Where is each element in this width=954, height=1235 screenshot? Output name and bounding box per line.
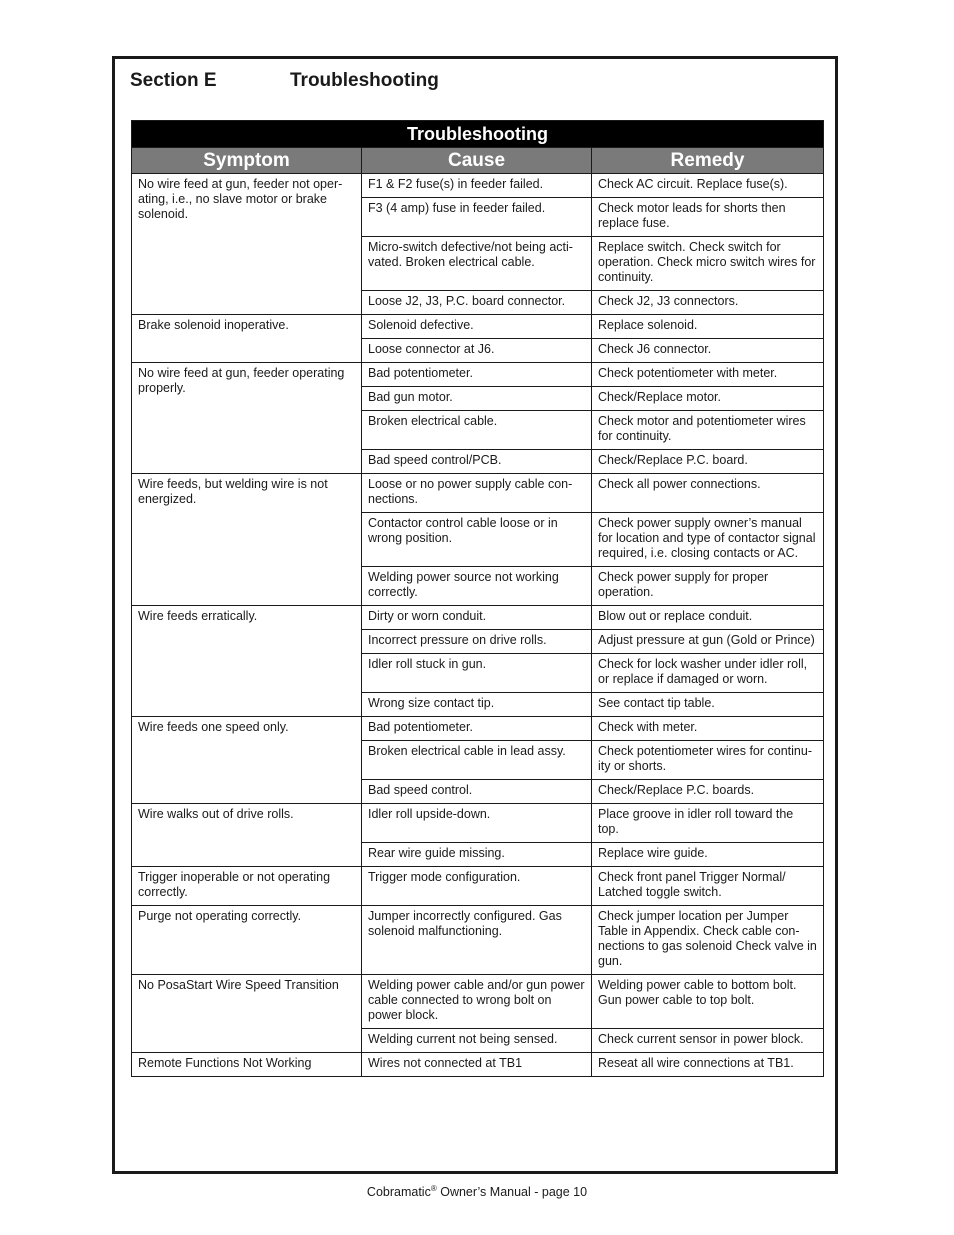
cause-cell: Dirty or worn conduit. (362, 606, 592, 630)
remedy-cell: Check/Replace P.C. boards. (592, 780, 824, 804)
remedy-cell: Place groove in idler roll toward the top. (592, 804, 824, 843)
remedy-cell: Check jumper location per Jumper Table in Appendix. Check cable con-nections to gas solenoid Check valve in gun. (592, 906, 824, 975)
symptom-cell: Wire feeds erratically. (132, 606, 362, 717)
cause-cell: F1 & F2 fuse(s) in feeder failed. (362, 174, 592, 198)
cause-cell: F3 (4 amp) fuse in feeder failed. (362, 198, 592, 237)
cause-cell: Welding current not being sensed. (362, 1029, 592, 1053)
table-row (132, 174, 824, 198)
cause-cell: Trigger mode configuration. (362, 867, 592, 906)
cause-cell: Bad potentiometer. (362, 717, 592, 741)
remedy-cell: Blow out or replace conduit. (592, 606, 824, 630)
symptom-cell: No wire feed at gun, feeder operating properly. (132, 363, 362, 474)
cause-cell: Bad speed control/PCB. (362, 450, 592, 474)
table-body (132, 174, 824, 1077)
cause-cell: Wires not connected at TB1 (362, 1053, 592, 1077)
remedy-cell: Check power supply owner’s manual for location and type of contactor signal required, i.e. closing contacts or AC. (592, 513, 824, 567)
cause-cell: Micro-switch defective/not being acti-vated. Broken electrical cable. (362, 237, 592, 291)
remedy-cell: Check with meter. (592, 717, 824, 741)
header-remedy: Remedy (592, 148, 824, 174)
table-row (132, 363, 824, 387)
table-row (132, 717, 824, 741)
header-symptom: Symptom (132, 148, 362, 174)
remedy-cell: Check for lock washer under idler roll, or replace if damaged or worn. (592, 654, 824, 693)
remedy-cell: Replace switch. Check switch for operation. Check micro switch wires for continuity. (592, 237, 824, 291)
remedy-cell: Check all power connections. (592, 474, 824, 513)
table-title: Troubleshooting (132, 121, 824, 148)
cause-cell: Bad potentiometer. (362, 363, 592, 387)
remedy-cell: See contact tip table. (592, 693, 824, 717)
cause-cell: Welding power cable and/or gun power cable connected to wrong bolt on power block. (362, 975, 592, 1029)
table-row (132, 474, 824, 513)
footer-registered-mark: ® (430, 1184, 437, 1193)
symptom-cell: No wire feed at gun, feeder not oper-ating, i.e., no slave motor or brake solenoid. (132, 174, 362, 315)
remedy-cell: Replace wire guide. (592, 843, 824, 867)
cause-cell: Welding power source not working correctly. (362, 567, 592, 606)
table-row (132, 315, 824, 339)
symptom-cell: Brake solenoid inoperative. (132, 315, 362, 363)
page-footer (0, 1184, 954, 1199)
table-row (132, 1053, 824, 1077)
cause-cell: Rear wire guide missing. (362, 843, 592, 867)
troubleshooting-table (131, 120, 824, 1077)
remedy-cell: Check power supply for proper operation. (592, 567, 824, 606)
cause-cell: Contactor control cable loose or in wrong position. (362, 513, 592, 567)
symptom-cell: No PosaStart Wire Speed Transition (132, 975, 362, 1053)
symptom-cell: Purge not operating correctly. (132, 906, 362, 975)
remedy-cell: Adjust pressure at gun (Gold or Prince) (592, 630, 824, 654)
cause-cell: Idler roll upside-down. (362, 804, 592, 843)
remedy-cell: Check potentiometer wires for continu-ity or shorts. (592, 741, 824, 780)
remedy-cell: Reseat all wire connections at TB1. (592, 1053, 824, 1077)
table-row (132, 606, 824, 630)
footer-text: Owner’s Manual - page 10 (436, 1185, 588, 1200)
cause-cell: Broken electrical cable in lead assy. (362, 741, 592, 780)
remedy-cell: Check AC circuit. Replace fuse(s). (592, 174, 824, 198)
cause-cell: Loose or no power supply cable con-nections. (362, 474, 592, 513)
table-row (132, 906, 824, 975)
cause-cell: Loose connector at J6. (362, 339, 592, 363)
cause-cell: Wrong size contact tip. (362, 693, 592, 717)
cause-cell: Jumper incorrectly configured. Gas solenoid malfunctioning. (362, 906, 592, 975)
remedy-cell: Check/Replace motor. (592, 387, 824, 411)
cause-cell: Incorrect pressure on drive rolls. (362, 630, 592, 654)
symptom-cell: Wire walks out of drive rolls. (132, 804, 362, 867)
remedy-cell: Check J2, J3 connectors. (592, 291, 824, 315)
footer-brand: Cobramatic (366, 1185, 431, 1200)
cause-cell: Solenoid defective. (362, 315, 592, 339)
symptom-cell: Remote Functions Not Working (132, 1053, 362, 1077)
symptom-cell: Wire feeds, but welding wire is not energized. (132, 474, 362, 606)
symptom-cell: Trigger inoperable or not operating correctly. (132, 867, 362, 906)
symptom-cell: Wire feeds one speed only. (132, 717, 362, 804)
cause-cell: Idler roll stuck in gun. (362, 654, 592, 693)
remedy-cell: Check motor and potentiometer wires for continuity. (592, 411, 824, 450)
cause-cell: Bad speed control. (362, 780, 592, 804)
cause-cell: Bad gun motor. (362, 387, 592, 411)
cause-cell: Loose J2, J3, P.C. board connector. (362, 291, 592, 315)
table-row (132, 867, 824, 906)
header-cause: Cause (362, 148, 592, 174)
remedy-cell: Welding power cable to bottom bolt. Gun power cable to top bolt. (592, 975, 824, 1029)
remedy-cell: Check front panel Trigger Normal/ Latched toggle switch. (592, 867, 824, 906)
remedy-cell: Replace solenoid. (592, 315, 824, 339)
remedy-cell: Check current sensor in power block. (592, 1029, 824, 1053)
section-label: Section E (130, 70, 217, 91)
remedy-cell: Check motor leads for shorts then replace fuse. (592, 198, 824, 237)
remedy-cell: Check J6 connector. (592, 339, 824, 363)
section-title: Troubleshooting (290, 70, 439, 91)
remedy-cell: Check/Replace P.C. board. (592, 450, 824, 474)
table-row (132, 804, 824, 843)
cause-cell: Broken electrical cable. (362, 411, 592, 450)
remedy-cell: Check potentiometer with meter. (592, 363, 824, 387)
table-row (132, 975, 824, 1029)
section-heading (130, 70, 439, 92)
